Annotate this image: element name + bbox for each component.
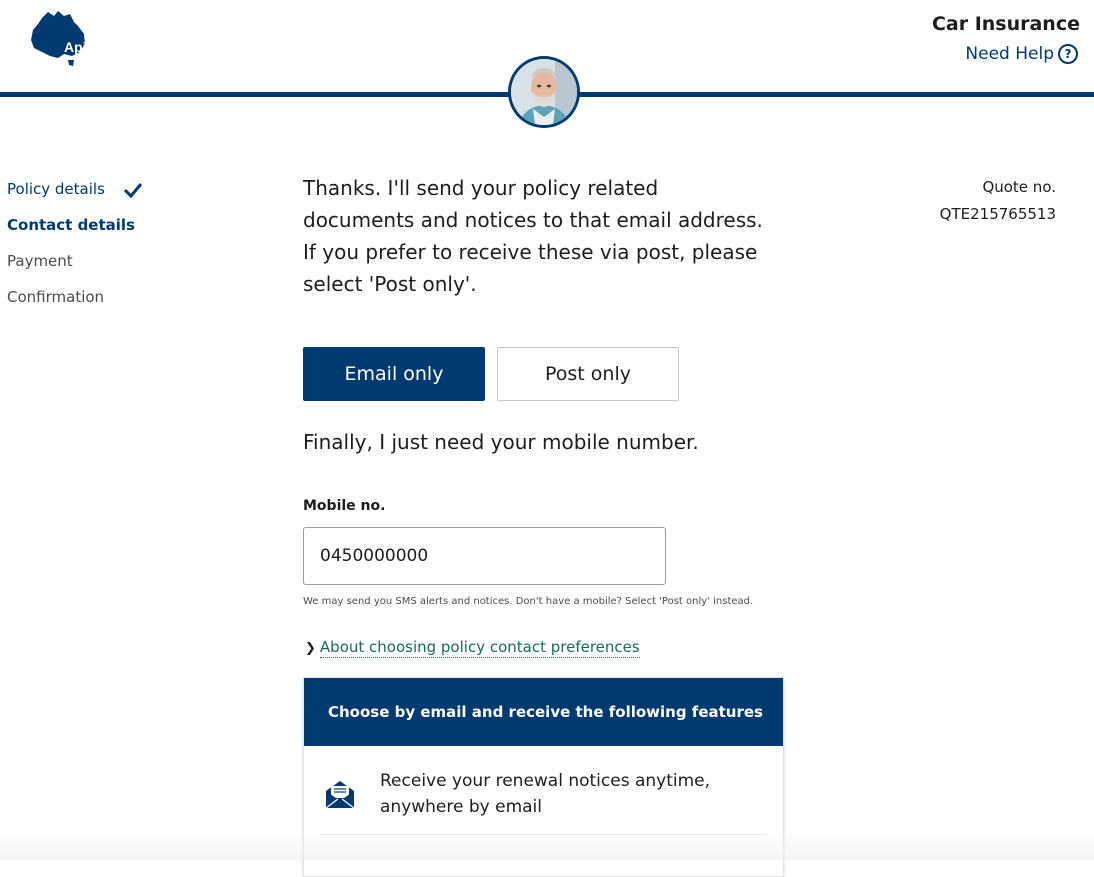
need-help-label: Need Help [965,44,1054,64]
apia-logo[interactable] [28,10,95,68]
quote-label: Quote no. [982,178,1056,196]
person-portrait-icon [511,59,577,125]
need-help-link[interactable] [965,44,1078,64]
envelope-open-icon [324,778,356,810]
contact-preference-toggle [303,347,679,401]
about-preferences-toggle[interactable] [305,638,640,658]
about-preferences-link[interactable]: About choosing policy contact preferences [319,638,640,656]
sidebar-item-confirmation[interactable] [7,286,143,322]
sidebar-item-payment[interactable] [7,250,143,286]
sidebar-item-label: Contact details [7,216,135,234]
sidebar-item-label: Payment [7,252,73,270]
feature-text: Receive your renewal notices anytime, anywhere by email [380,771,711,817]
chevron-right-icon: ❯ [305,640,316,656]
mobile-field-label: Mobile no. [303,498,386,514]
mobile-number-input[interactable] [303,527,666,585]
product-title: Car Insurance [931,13,1080,35]
mobile-prompt: Finally, I just need your mobile number. [303,430,699,454]
list-item [320,746,767,835]
intro-message: Thanks. I'll send your policy related documents and notices to that email address. If you prefer to receive these via post, please select 'Post only'. [303,176,763,296]
features-header: Choose by email and receive the following features [304,678,783,746]
checkmark-icon [123,182,143,198]
quote-number: QTE215765513 [939,205,1056,223]
avatar-photo [511,59,577,125]
sidebar-item-label: Confirmation [7,288,105,306]
mobile-hint: We may send you SMS alerts and notices. Don't have a mobile? Select 'Post only' instead. [303,596,754,607]
quote-info [940,174,1056,228]
main-content [303,172,783,817]
sidebar-item-policy-details[interactable] [7,178,143,214]
agent-avatar [508,56,580,128]
post-only-button[interactable]: Post only [497,347,679,401]
email-features-panel [303,677,784,877]
logo-text: Apia [64,39,95,55]
progress-sidebar [7,178,143,322]
sidebar-item-contact-details[interactable] [7,214,143,250]
sidebar-item-label: Policy details [7,180,105,198]
question-circle-icon: ? [1058,44,1078,64]
email-only-button[interactable]: Email only [303,347,485,401]
